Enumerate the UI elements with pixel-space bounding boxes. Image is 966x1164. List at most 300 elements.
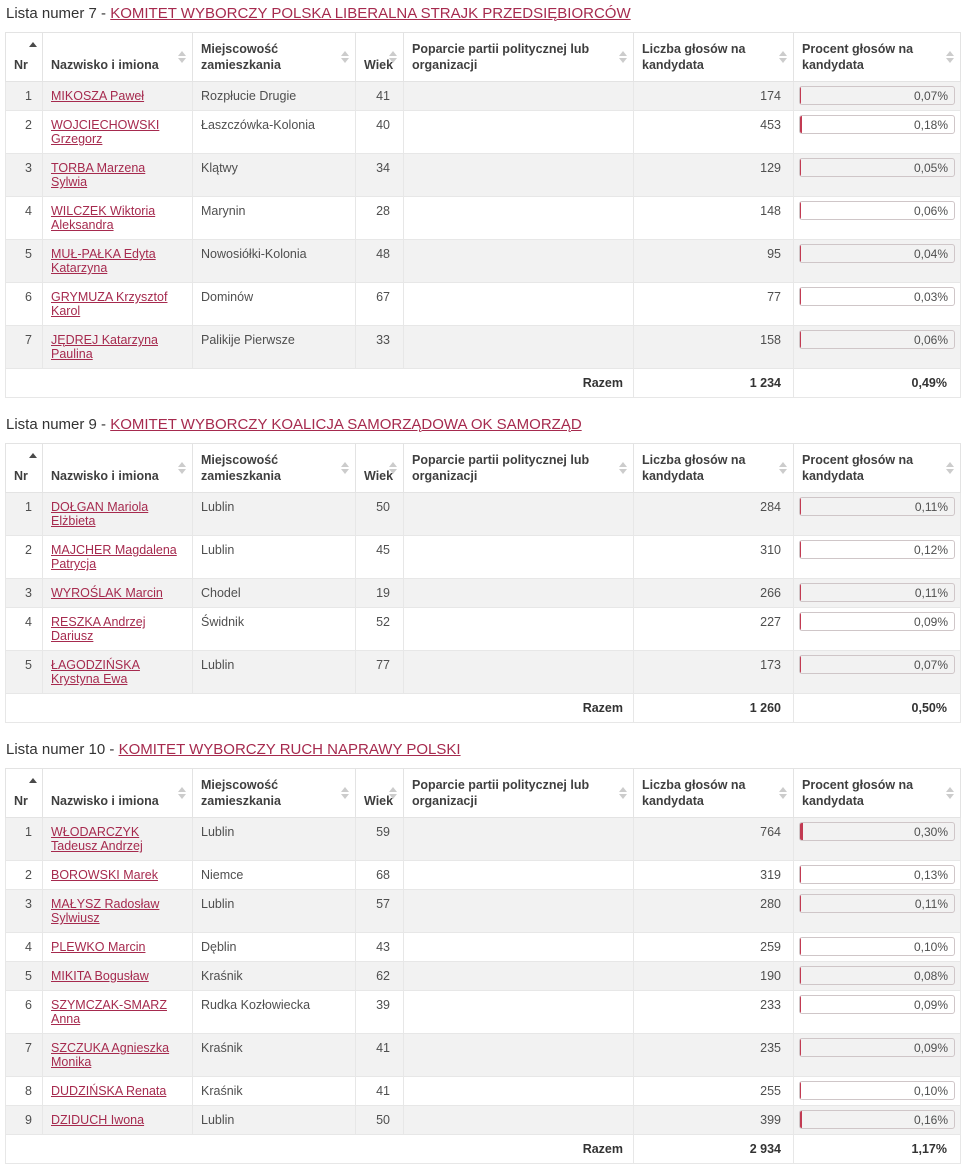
candidate-row — [6, 111, 961, 154]
candidate-age: 59 — [356, 818, 404, 861]
column-header-label: Procent głosów na kandydata — [802, 453, 914, 483]
candidate-row — [6, 890, 961, 933]
sort-up-arrow — [946, 462, 954, 467]
candidate-age: 57 — [356, 890, 404, 933]
column-header-city[interactable] — [193, 444, 356, 493]
sort-up-arrow — [619, 462, 627, 467]
candidate-number: 5 — [6, 962, 43, 991]
column-header-label: Nazwisko i imiona — [51, 469, 159, 483]
percent-bar-fill — [800, 541, 801, 558]
candidate-link[interactable]: BOROWSKI Marek — [51, 868, 158, 882]
candidate-number: 5 — [6, 651, 43, 694]
percent-bar-fill — [800, 823, 803, 840]
candidate-votes: 129 — [634, 154, 794, 197]
candidate-name-cell — [43, 933, 193, 962]
candidate-link[interactable]: DOŁGAN Mariola Elżbieta — [51, 500, 149, 528]
candidate-link[interactable]: WŁODARCZYK Tadeusz Andrzej — [51, 825, 143, 853]
sort-up-arrow — [946, 787, 954, 792]
candidate-percent: 0,09% — [913, 997, 948, 1012]
sort-down-arrow — [389, 58, 397, 63]
total-percent: 0,50% — [794, 694, 961, 723]
sort-up-arrow — [946, 51, 954, 56]
candidate-age: 68 — [356, 861, 404, 890]
column-header-support[interactable] — [404, 769, 634, 818]
candidate-number: 2 — [6, 536, 43, 579]
candidate-link[interactable]: SZYMCZAK-SMARZ Anna — [51, 998, 167, 1026]
percent-bar — [799, 1110, 955, 1129]
candidate-percent: 0,12% — [913, 542, 948, 557]
sort-up-arrow — [389, 787, 397, 792]
column-header-label: Poparcie partii politycznej lub organizacji — [412, 778, 590, 808]
header-row — [6, 33, 961, 82]
candidate-row — [6, 861, 961, 890]
column-header-label: Poparcie partii politycznej lub organizacji — [412, 453, 590, 483]
percent-bar-fill — [800, 288, 801, 305]
percent-bar — [799, 655, 955, 674]
candidate-row — [6, 962, 961, 991]
candidate-percent-cell — [794, 1034, 961, 1077]
candidate-votes: 764 — [634, 818, 794, 861]
candidate-age: 34 — [356, 154, 404, 197]
candidate-row — [6, 651, 961, 694]
candidate-link[interactable]: MIKOSZA Paweł — [51, 89, 145, 103]
candidate-support — [404, 890, 634, 933]
candidate-support — [404, 818, 634, 861]
candidate-row — [6, 933, 961, 962]
candidate-row — [6, 579, 961, 608]
candidate-percent-cell — [794, 651, 961, 694]
sort-icon[interactable] — [619, 51, 627, 63]
column-header-label: Miejscowość zamieszkania — [201, 42, 281, 72]
column-header-age[interactable] — [356, 33, 404, 82]
candidate-city: Lublin — [193, 536, 356, 579]
candidate-votes: 190 — [634, 962, 794, 991]
sort-up-arrow — [389, 51, 397, 56]
candidate-number: 1 — [6, 493, 43, 536]
sort-icon[interactable] — [341, 462, 349, 474]
column-header-label: Liczba głosów na kandydata — [642, 453, 746, 483]
candidate-support — [404, 283, 634, 326]
candidate-votes: 95 — [634, 240, 794, 283]
candidate-percent: 0,10% — [913, 1083, 948, 1098]
candidate-name-cell — [43, 111, 193, 154]
column-header-city[interactable] — [193, 769, 356, 818]
candidate-percent: 0,10% — [913, 939, 948, 954]
candidate-city: Rudka Kozłowiecka — [193, 991, 356, 1034]
candidate-percent-cell — [794, 536, 961, 579]
candidate-city: Dęblin — [193, 933, 356, 962]
candidate-percent-cell — [794, 579, 961, 608]
candidate-link[interactable]: JĘDREJ Katarzyna Paulina — [51, 333, 158, 361]
candidate-name-cell — [43, 82, 193, 111]
sort-icon[interactable] — [619, 787, 627, 799]
percent-bar-fill — [800, 1039, 801, 1056]
candidate-age: 62 — [356, 962, 404, 991]
sort-up-arrow — [619, 787, 627, 792]
column-header-nr[interactable] — [6, 444, 43, 493]
candidate-row — [6, 283, 961, 326]
candidate-support — [404, 962, 634, 991]
committee-link[interactable]: KOMITET WYBORCZY POLSKA LIBERALNA STRAJK PRZEDSIĘBIORCÓW — [110, 5, 631, 22]
sort-icon[interactable] — [779, 51, 787, 63]
sort-up-arrow — [178, 51, 186, 56]
sort-up-arrow — [29, 453, 37, 458]
candidate-city: Klątwy — [193, 154, 356, 197]
percent-bar-fill — [800, 1082, 801, 1099]
candidate-link[interactable]: TORBA Marzena Sylwia — [51, 161, 146, 189]
candidate-number: 4 — [6, 608, 43, 651]
column-header-name[interactable] — [43, 444, 193, 493]
candidate-age: 77 — [356, 651, 404, 694]
sort-icon[interactable] — [178, 787, 186, 799]
candidate-number: 3 — [6, 579, 43, 608]
candidate-link[interactable]: PLEWKO Marcin — [51, 940, 146, 954]
header-row — [6, 769, 961, 818]
percent-bar — [799, 894, 955, 913]
total-votes: 1 234 — [634, 369, 794, 398]
candidate-percent: 0,07% — [913, 657, 948, 672]
candidate-city: Kraśnik — [193, 962, 356, 991]
candidate-votes: 255 — [634, 1077, 794, 1106]
candidate-votes: 174 — [634, 82, 794, 111]
percent-bar — [799, 201, 955, 220]
candidate-link[interactable]: ŁAGODZIŃSKA Krystyna Ewa — [51, 658, 140, 686]
list-title — [6, 740, 961, 760]
candidate-percent: 0,11% — [914, 896, 948, 911]
column-header-city[interactable] — [193, 33, 356, 82]
candidate-percent-cell — [794, 991, 961, 1034]
committee-link[interactable]: KOMITET WYBORCZY RUCH NAPRAWY POLSKI — [118, 741, 461, 758]
candidate-city: Lublin — [193, 493, 356, 536]
sort-ascending-icon[interactable] — [29, 453, 37, 458]
candidate-age: 41 — [356, 1077, 404, 1106]
candidate-support — [404, 82, 634, 111]
sort-icon[interactable] — [779, 787, 787, 799]
percent-bar-fill — [800, 331, 801, 348]
candidate-percent-cell — [794, 326, 961, 369]
candidate-link[interactable]: GRYMUZA Krzysztof Karol — [51, 290, 168, 318]
candidate-support — [404, 197, 634, 240]
sort-down-arrow — [619, 469, 627, 474]
percent-bar — [799, 937, 955, 956]
candidate-link[interactable]: MIKITA Bogusław — [51, 969, 149, 983]
percent-bar — [799, 822, 955, 841]
candidate-row — [6, 326, 961, 369]
sort-down-arrow — [946, 469, 954, 474]
candidate-age: 48 — [356, 240, 404, 283]
candidate-percent-cell — [794, 240, 961, 283]
candidate-city: Lublin — [193, 890, 356, 933]
percent-bar-fill — [800, 245, 801, 262]
candidate-percent-cell — [794, 1106, 961, 1135]
candidate-number: 6 — [6, 283, 43, 326]
candidate-votes: 453 — [634, 111, 794, 154]
candidate-age: 67 — [356, 283, 404, 326]
candidate-votes: 259 — [634, 933, 794, 962]
column-header-label: Miejscowość zamieszkania — [201, 778, 281, 808]
candidate-percent-cell — [794, 818, 961, 861]
candidate-city: Palikije Pierwsze — [193, 326, 356, 369]
candidate-link[interactable]: SZCZUKA Agnieszka Monika — [51, 1041, 170, 1069]
candidate-percent-cell — [794, 154, 961, 197]
candidate-city: Marynin — [193, 197, 356, 240]
candidate-support — [404, 326, 634, 369]
percent-bar-fill — [800, 159, 801, 176]
candidate-percent: 0,11% — [914, 499, 948, 514]
candidate-city: Lublin — [193, 818, 356, 861]
candidate-name-cell — [43, 197, 193, 240]
column-header-name[interactable] — [43, 33, 193, 82]
candidate-number: 6 — [6, 991, 43, 1034]
sort-down-arrow — [946, 794, 954, 799]
sort-icon[interactable] — [178, 462, 186, 474]
candidate-percent-cell — [794, 111, 961, 154]
candidate-age: 40 — [356, 111, 404, 154]
candidate-percent-cell — [794, 933, 961, 962]
candidate-city: Łaszczówka-Kolonia — [193, 111, 356, 154]
column-header-name[interactable] — [43, 769, 193, 818]
candidate-city: Kraśnik — [193, 1077, 356, 1106]
candidate-number: 7 — [6, 1034, 43, 1077]
sort-down-arrow — [389, 794, 397, 799]
candidate-row — [6, 240, 961, 283]
candidate-support — [404, 493, 634, 536]
sort-icon[interactable] — [341, 51, 349, 63]
candidate-votes: 310 — [634, 536, 794, 579]
candidate-support — [404, 111, 634, 154]
sort-up-arrow — [779, 462, 787, 467]
candidate-link[interactable]: RESZKA Andrzej Dariusz — [51, 615, 146, 643]
candidate-name-cell — [43, 579, 193, 608]
percent-bar — [799, 540, 955, 559]
percent-bar — [799, 497, 955, 516]
candidate-name-cell — [43, 283, 193, 326]
candidate-number: 4 — [6, 197, 43, 240]
percent-bar-fill — [800, 116, 802, 133]
percent-bar — [799, 287, 955, 306]
sort-up-arrow — [779, 51, 787, 56]
candidate-number: 1 — [6, 82, 43, 111]
candidate-link[interactable]: WOJCIECHOWSKI Grzegorz — [51, 118, 160, 146]
sort-up-arrow — [341, 462, 349, 467]
candidate-votes: 227 — [634, 608, 794, 651]
list-number-label: Lista numer 10 - — [6, 741, 119, 758]
sort-icon[interactable] — [619, 462, 627, 474]
candidate-percent-cell — [794, 82, 961, 111]
sort-up-arrow — [341, 787, 349, 792]
candidate-age: 41 — [356, 82, 404, 111]
total-percent: 0,49% — [794, 369, 961, 398]
candidate-link[interactable]: WILCZEK Wiktoria Aleksandra — [51, 204, 156, 232]
candidate-support — [404, 536, 634, 579]
percent-bar-fill — [800, 967, 801, 984]
candidate-row — [6, 1106, 961, 1135]
column-header-age[interactable] — [356, 444, 404, 493]
candidate-link[interactable]: MAŁYSZ Radosław Sylwiusz — [51, 897, 160, 925]
column-header-label: Procent głosów na kandydata — [802, 778, 914, 808]
total-votes: 2 934 — [634, 1135, 794, 1164]
totals-row — [6, 1135, 961, 1164]
candidate-row — [6, 1034, 961, 1077]
sort-down-arrow — [779, 58, 787, 63]
candidate-name-cell — [43, 991, 193, 1034]
candidate-support — [404, 1034, 634, 1077]
column-header-age[interactable] — [356, 769, 404, 818]
candidate-city: Lublin — [193, 651, 356, 694]
candidate-age: 50 — [356, 493, 404, 536]
candidate-city: Świdnik — [193, 608, 356, 651]
column-header-nr[interactable] — [6, 33, 43, 82]
totals-label: Razem — [6, 369, 634, 398]
sort-up-arrow — [178, 462, 186, 467]
sort-icon[interactable] — [946, 51, 954, 63]
percent-bar-fill — [800, 866, 801, 883]
sort-icon[interactable] — [946, 462, 954, 474]
column-header-support[interactable] — [404, 444, 634, 493]
candidate-name-cell — [43, 651, 193, 694]
sort-down-arrow — [341, 58, 349, 63]
candidate-percent-cell — [794, 890, 961, 933]
percent-bar — [799, 86, 955, 105]
sort-icon[interactable] — [389, 462, 397, 474]
candidate-name-cell — [43, 890, 193, 933]
total-votes: 1 260 — [634, 694, 794, 723]
candidate-percent: 0,03% — [913, 289, 948, 304]
candidate-link[interactable]: MUŁ-PAŁKA Edyta Katarzyna — [51, 247, 156, 275]
candidate-percent-cell — [794, 861, 961, 890]
percent-bar-fill — [800, 938, 801, 955]
candidate-percent-cell — [794, 608, 961, 651]
totals-row — [6, 369, 961, 398]
column-header-percent[interactable] — [794, 769, 961, 818]
percent-bar — [799, 1081, 955, 1100]
sort-ascending-icon[interactable] — [29, 778, 37, 783]
candidate-age: 50 — [356, 1106, 404, 1135]
candidate-votes: 77 — [634, 283, 794, 326]
candidate-link[interactable]: DZIDUCH Iwona — [51, 1113, 145, 1127]
candidate-number: 2 — [6, 111, 43, 154]
candidate-name-cell — [43, 1077, 193, 1106]
candidate-link[interactable]: DUDZIŃSKA Renata — [51, 1084, 167, 1098]
column-header-percent[interactable] — [794, 33, 961, 82]
candidate-age: 33 — [356, 326, 404, 369]
sort-down-arrow — [178, 469, 186, 474]
candidate-row — [6, 1077, 961, 1106]
candidate-percent-cell — [794, 197, 961, 240]
list-number-label: Lista numer 7 - — [6, 5, 111, 22]
sort-down-arrow — [779, 469, 787, 474]
candidate-city: Chodel — [193, 579, 356, 608]
column-header-support[interactable] — [404, 33, 634, 82]
percent-bar-fill — [800, 202, 801, 219]
percent-bar — [799, 865, 955, 884]
candidate-lists-container — [5, 4, 961, 1164]
candidate-votes: 173 — [634, 651, 794, 694]
percent-bar — [799, 330, 955, 349]
sort-up-arrow — [619, 51, 627, 56]
candidate-votes: 399 — [634, 1106, 794, 1135]
candidate-support — [404, 861, 634, 890]
candidate-support — [404, 608, 634, 651]
candidate-percent: 0,06% — [913, 332, 948, 347]
committee-link[interactable]: KOMITET WYBORCZY KOALICJA SAMORZĄDOWA OK SAMORZĄD — [110, 416, 582, 433]
candidate-city: Lublin — [193, 1106, 356, 1135]
column-header-nr[interactable] — [6, 769, 43, 818]
candidate-percent: 0,07% — [913, 88, 948, 103]
candidate-percent-cell — [794, 1077, 961, 1106]
candidate-name-cell — [43, 493, 193, 536]
percent-bar — [799, 1038, 955, 1057]
column-header-votes[interactable] — [634, 444, 794, 493]
column-header-label: Nr — [14, 58, 28, 72]
column-header-percent[interactable] — [794, 444, 961, 493]
candidate-city: Kraśnik — [193, 1034, 356, 1077]
candidate-name-cell — [43, 240, 193, 283]
sort-icon[interactable] — [389, 787, 397, 799]
sort-icon[interactable] — [178, 51, 186, 63]
candidate-row — [6, 991, 961, 1034]
sort-ascending-icon[interactable] — [29, 42, 37, 47]
candidate-support — [404, 579, 634, 608]
candidate-age: 41 — [356, 1034, 404, 1077]
percent-bar — [799, 244, 955, 263]
percent-bar — [799, 995, 955, 1014]
sort-down-arrow — [341, 469, 349, 474]
candidate-row — [6, 493, 961, 536]
column-header-label: Nazwisko i imiona — [51, 58, 159, 72]
percent-bar-fill — [800, 613, 801, 630]
column-header-votes[interactable] — [634, 769, 794, 818]
percent-bar-fill — [800, 656, 801, 673]
candidate-row — [6, 536, 961, 579]
candidate-name-cell — [43, 154, 193, 197]
column-header-label: Nazwisko i imiona — [51, 794, 159, 808]
candidate-number: 1 — [6, 818, 43, 861]
candidate-city: Rozpłucie Drugie — [193, 82, 356, 111]
sort-down-arrow — [178, 794, 186, 799]
candidate-support — [404, 1106, 634, 1135]
candidate-number: 4 — [6, 933, 43, 962]
list-number-label: Lista numer 9 - — [6, 416, 111, 433]
column-header-votes[interactable] — [634, 33, 794, 82]
candidate-percent: 0,09% — [913, 614, 948, 629]
sort-icon[interactable] — [946, 787, 954, 799]
sort-icon[interactable] — [389, 51, 397, 63]
candidate-city: Dominów — [193, 283, 356, 326]
candidate-link[interactable]: MAJCHER Magdalena Patrycja — [51, 543, 177, 571]
candidate-votes: 280 — [634, 890, 794, 933]
sort-up-arrow — [29, 42, 37, 47]
sort-down-arrow — [341, 794, 349, 799]
candidate-city: Nowosiółki-Kolonia — [193, 240, 356, 283]
results-table — [5, 32, 961, 398]
candidate-age: 43 — [356, 933, 404, 962]
candidate-name-cell — [43, 608, 193, 651]
candidate-link[interactable]: WYROŚLAK Marcin — [51, 586, 163, 600]
candidate-support — [404, 991, 634, 1034]
candidate-row — [6, 154, 961, 197]
column-header-label: Miejscowość zamieszkania — [201, 453, 281, 483]
candidate-percent: 0,18% — [913, 117, 948, 132]
candidate-votes: 319 — [634, 861, 794, 890]
candidate-list-section — [5, 740, 961, 1164]
totals-label: Razem — [6, 694, 634, 723]
results-table — [5, 768, 961, 1164]
totals-row — [6, 694, 961, 723]
candidate-support — [404, 240, 634, 283]
sort-icon[interactable] — [779, 462, 787, 474]
sort-icon[interactable] — [341, 787, 349, 799]
